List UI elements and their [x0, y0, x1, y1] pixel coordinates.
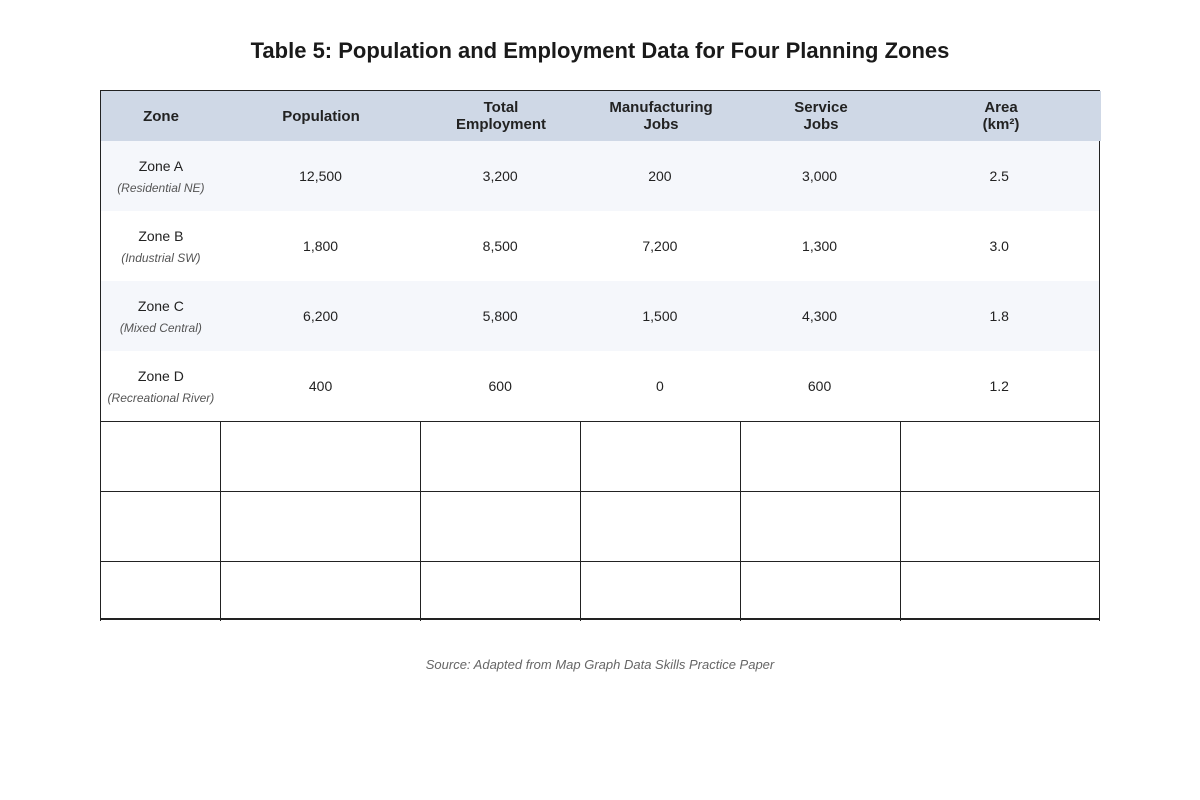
empty-row [100, 422, 1100, 492]
total-employment-cell: 8,500 [482, 238, 518, 254]
empty-cell [220, 492, 420, 561]
empty-cell [420, 422, 580, 491]
zone-name: Zone D [137, 367, 184, 384]
area-cell: 2.5 [989, 168, 1009, 184]
zone-cell [101, 141, 221, 211]
empty-cell [740, 422, 900, 491]
data-table [100, 90, 1100, 620]
empty-cell [580, 562, 740, 621]
empty-cell [900, 422, 1100, 491]
total-employment-cell: 5,800 [482, 308, 518, 324]
empty-cell [580, 492, 740, 561]
header-total-employment: Total Employment [455, 99, 546, 133]
service-jobs-cell: 1,300 [802, 238, 838, 254]
empty-cell [420, 562, 580, 621]
table-header-row [101, 91, 1101, 141]
manufacturing-jobs-cell: 1,500 [642, 308, 678, 324]
zone-cell [101, 281, 221, 351]
zone-cell [101, 351, 221, 421]
header-manufacturing-jobs: Manufacturing Jobs [609, 99, 713, 133]
service-jobs-cell: 600 [807, 378, 832, 394]
zone-name: Zone A [138, 157, 184, 174]
empty-cell [220, 422, 420, 491]
zone-description: (Mixed Central) [119, 320, 202, 335]
empty-cell [740, 562, 900, 621]
population-cell: 400 [308, 378, 333, 394]
total-employment-cell: 600 [488, 378, 512, 394]
header-area: Area (km²) [982, 99, 1020, 133]
empty-cell [740, 492, 900, 561]
manufacturing-jobs-cell: 200 [648, 168, 672, 184]
empty-cell [220, 562, 420, 621]
empty-cell [100, 562, 220, 621]
total-employment-cell: 3,200 [482, 168, 518, 184]
zone-name: Zone B [138, 227, 184, 244]
header-population: Population [282, 107, 360, 125]
area-cell: 1.8 [989, 308, 1009, 324]
header-service-jobs: Service Jobs [794, 99, 848, 133]
area-cell: 3.0 [989, 238, 1009, 254]
empty-cell [100, 492, 220, 561]
table-row-zone-d [101, 351, 1099, 421]
empty-cell [580, 422, 740, 491]
service-jobs-cell: 3,000 [802, 168, 838, 184]
manufacturing-jobs-cell: 7,200 [642, 238, 678, 254]
population-cell: 1,800 [303, 238, 339, 254]
empty-row [100, 492, 1100, 562]
source-caption: Source: Adapted from Map Graph Data Skills Practice Paper [425, 657, 775, 672]
empty-grid [100, 421, 1100, 620]
zone-description: (Residential NE) [117, 180, 205, 195]
table-row-zone-c [101, 281, 1099, 351]
zone-name: Zone C [137, 297, 184, 314]
header-zone: Zone [143, 107, 179, 125]
table-title: Table 5: Population and Employment Data for Four Planning Zones [250, 38, 950, 63]
empty-cell [900, 492, 1100, 561]
empty-cell [900, 562, 1100, 621]
manufacturing-jobs-cell: 0 [655, 378, 664, 394]
service-jobs-cell: 4,300 [802, 308, 838, 324]
area-cell: 1.2 [989, 378, 1009, 394]
table-row-zone-b [101, 211, 1099, 281]
empty-cell [100, 422, 220, 491]
table-row-zone-a [101, 141, 1099, 211]
empty-row [100, 562, 1100, 621]
population-cell: 6,200 [303, 308, 339, 324]
zone-description: (Industrial SW) [121, 250, 201, 265]
zone-cell [101, 211, 221, 281]
population-cell: 12,500 [299, 168, 342, 184]
empty-cell [420, 492, 580, 561]
zone-description: (Recreational River) [107, 390, 215, 405]
